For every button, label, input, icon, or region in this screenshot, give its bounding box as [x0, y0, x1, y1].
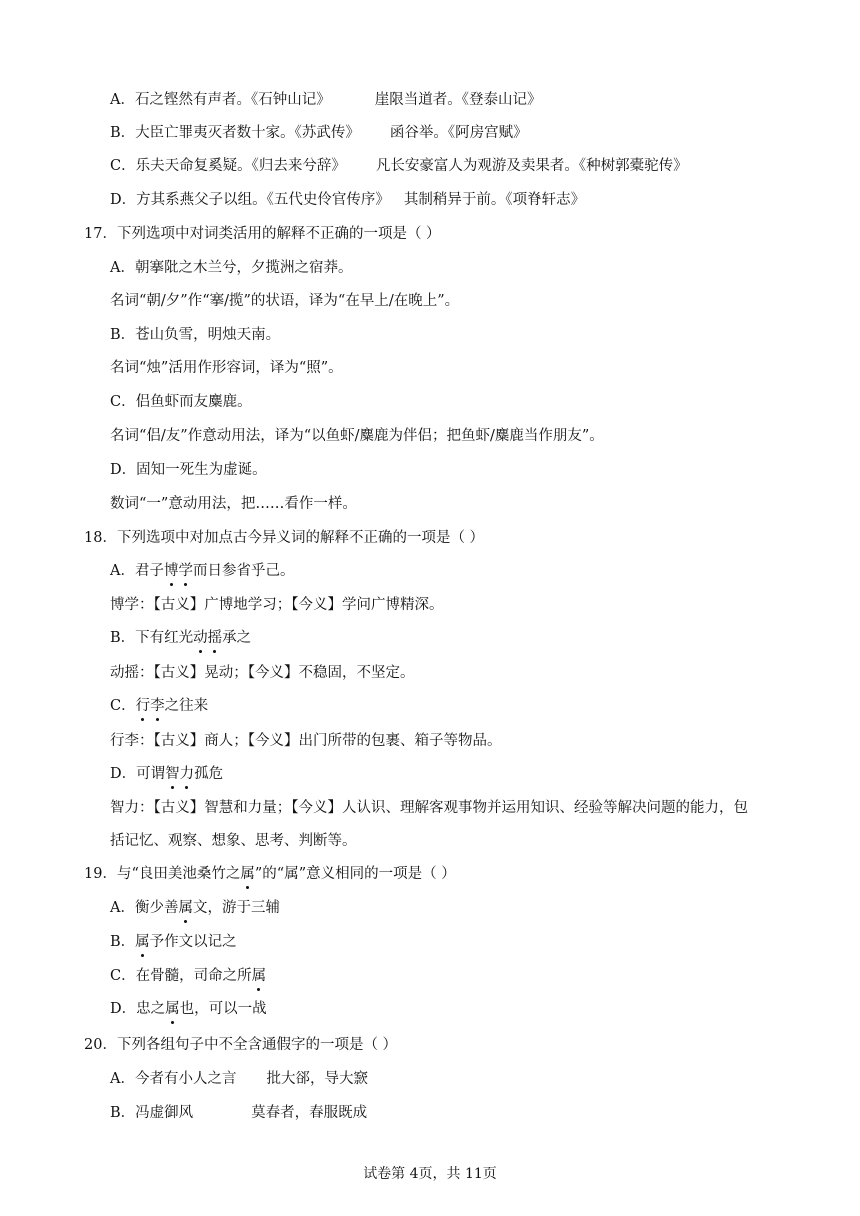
q16-option-c-text2: 凡长安豪富人为观游及卖果者。《种树郭橐驼传》 — [375, 158, 688, 174]
q16-option-a — [110, 90, 541, 110]
q19-option-a-pre: A．衡少善 — [110, 900, 179, 916]
q16-option-a-text2: 崖限当道者。《登泰山记》 — [374, 92, 542, 108]
q20-option-a-text2: 批大郤，导大窾 — [266, 1071, 368, 1087]
q17-option-c: C．侣鱼虾而友麋鹿。 — [110, 394, 252, 410]
q17-option-b: B．苍山负雪，明烛天南。 — [110, 327, 281, 343]
q19-option-d-pre: D．忠之 — [110, 1001, 166, 1017]
q18-option-b-dotted-char-1: 动 — [193, 630, 208, 646]
q18-option-a-dotted-char-2: 学 — [178, 563, 193, 579]
q18-option-b — [110, 628, 251, 648]
q18-explanation-c: 行李：【古义】商人；【今义】出门所带的包裹、箱子等物品。 — [110, 733, 502, 749]
q17-explanation-c: 名词“侣/友”作意动用法，译为“以鱼虾/麋鹿为伴侣；把鱼虾/麋鹿当作朋友”。 — [110, 428, 604, 444]
q18-option-a-post: 而日参省乎己。 — [192, 563, 295, 579]
q18-option-d — [110, 764, 223, 784]
q17-explanation-a: 名词“朝/夕”作“搴/揽”的状语，译为“在早上/在晚上”。 — [110, 293, 460, 309]
q18-option-a-dotted-char-1: 博 — [163, 563, 179, 579]
q16-option-b-text2: 函谷举。《阿房宫赋》 — [389, 125, 528, 141]
q18-option-c-pre: C． — [110, 698, 136, 714]
page-footer: 试卷第 4页，共 11页 — [363, 1166, 497, 1182]
q20-option-b-text2: 莫春者，春服既成 — [251, 1105, 368, 1121]
q16-option-b — [110, 123, 528, 143]
q18-option-a-pre: A．君子 — [110, 563, 164, 579]
q16-option-d-text: D．方其系燕父子以组。《五代史伶官传序》 — [110, 192, 390, 208]
q19-option-c — [110, 966, 266, 986]
q19-option-c-dotted-char: 属 — [251, 968, 267, 984]
q17-option-d: D．固知一死生为虚诞。 — [110, 462, 267, 478]
q18-option-d-dotted-char-1: 智 — [165, 766, 180, 782]
q19-option-a-dotted-char: 属 — [178, 900, 193, 916]
q19-option-d — [110, 999, 267, 1019]
q17-explanation-d: 数词“一”意动用法，把……看作一样。 — [110, 496, 357, 512]
q19-stem — [84, 864, 456, 884]
q18-option-b-pre: B．下有红光 — [110, 630, 194, 646]
q18-explanation-d-line-2: 括记忆、观察、想象、思考、判断等。 — [110, 833, 357, 849]
q18-option-c-dotted-char-1: 行 — [135, 698, 151, 714]
q16-option-a-text: A．石之铿然有声者。《石钟山记》 — [110, 92, 331, 108]
q20-option-a — [110, 1069, 368, 1089]
q19-option-b-post: 予作文以记之 — [149, 934, 237, 950]
q16-option-d — [110, 190, 585, 210]
q19-option-a-post: 文，游于三辅 — [192, 900, 280, 916]
q19-stem-pre: 19．与“良田美池桑竹之 — [84, 866, 241, 882]
q19-option-d-dotted-char: 属 — [165, 1001, 180, 1017]
q16-option-c — [110, 156, 688, 176]
q18-stem: 18．下列选项中对加点古今异义词的解释不正确的一项是（ ） — [84, 530, 485, 546]
q18-option-c-post: 之往来 — [164, 698, 209, 714]
q18-option-a — [110, 561, 294, 581]
q18-option-d-pre: D．可谓 — [110, 766, 166, 782]
q18-option-b-dotted-char-2: 摇 — [207, 630, 223, 646]
q20-stem: 20．下列各组句子中不全含通假字的一项是（ ） — [84, 1037, 398, 1053]
q20-option-b-text: B．冯虚御风 — [110, 1105, 194, 1121]
q16-option-d-text2: 其制稍异于前。《项脊轩志》 — [403, 192, 586, 208]
q16-option-b-text: B．大臣亡罪夷灭者数十家。《苏武传》 — [110, 125, 360, 141]
q19-option-b-dotted-char: 属 — [135, 934, 150, 950]
q18-explanation-a: 博学：【古义】广博地学习；【今义】学问广博精深。 — [110, 597, 444, 613]
q18-option-c — [110, 696, 208, 716]
q18-explanation-b: 动摇：【古义】晃动；【今义】不稳固，不坚定。 — [110, 665, 415, 681]
q18-explanation-d-line-1: 智力：【古义】智慧和力量；【今义】人认识、理解客观事物并运用知识、经验等解决问题的能力，包 — [110, 800, 748, 816]
q19-stem-dotted-char: 属 — [240, 866, 255, 882]
q17-stem: 17．下列选项中对词类活用的解释不正确的一项是（ ） — [84, 226, 441, 242]
q20-option-b — [110, 1103, 367, 1123]
q17-explanation-b: 名词“烛”活用作形容词，译为“照”。 — [110, 360, 343, 376]
q19-option-b-pre: B． — [110, 934, 136, 950]
q18-option-c-dotted-char-2: 李 — [150, 698, 165, 714]
q19-option-c-pre: C．在骨髓，司命之所 — [110, 968, 252, 984]
q20-option-a-text: A．今者有小人之言 — [110, 1071, 237, 1087]
q16-option-c-text: C．乐夫天命复奚疑。《归去来兮辞》 — [110, 158, 346, 174]
q18-option-b-post: 承之 — [222, 630, 252, 646]
q19-option-b — [110, 932, 237, 952]
q19-stem-post: ”的“属”意义相同的一项是（ ） — [254, 866, 456, 882]
q18-option-d-dotted-char-2: 力 — [179, 766, 195, 782]
q19-option-d-post: 也，可以一战 — [179, 1001, 267, 1017]
q18-option-d-post: 孤危 — [194, 766, 224, 782]
q17-option-a: A．朝搴阰之木兰兮，夕揽洲之宿莽。 — [110, 260, 353, 276]
q19-option-a — [110, 898, 280, 918]
